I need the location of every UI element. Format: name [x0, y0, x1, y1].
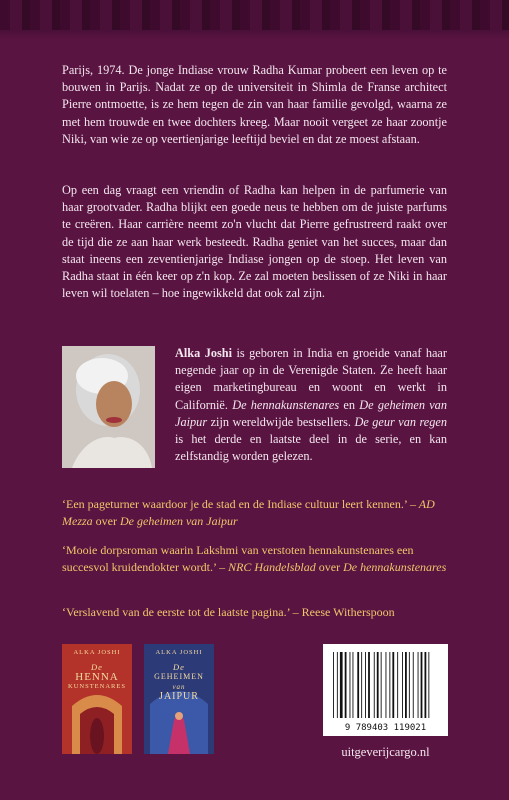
book-title-2: De geheimen van Jaipur [175, 397, 447, 429]
quote-text: ‘Verslavend van de eerste tot de laatste pagina.’ – Reese Witherspoon [62, 605, 395, 619]
synopsis-paragraph-2: Op een dag vraagt een vriendin of Radha kan helpen in de parfumerie van haar grootvader. Radha blijkt een goede neus te hebben om de juiste parfums te creëren. Haar carrière neemt zo'n vlucht dat Pierre gefrustreerd raakt over de tijd die ze aan haar werk besteedt. Radha geniet van het succes, maar dan staat ineens een zeventienjarige Indiase jongen op de stoep. Het leven van Radha staat in één keer op z'n kop. Ze zal moeten beslissen of ze Niki in haar leven wil toelaten – hoe ingewikkeld dat ook zal zijn. [62, 183, 447, 301]
quote-source: – NRC Handelsblad [219, 559, 316, 574]
book-cover-author: ALKA JOSHI [155, 649, 203, 656]
author-bio-and: en [339, 397, 360, 412]
quote-source: – AD Mezza [62, 497, 435, 528]
quote-book: De hennakunstenares [343, 559, 447, 574]
book-cover-title: De HENNA KUNSTENARES [68, 662, 126, 690]
author-bio [175, 345, 447, 465]
author-bio-part-2: zijn wereldwijde bestsellers. [207, 414, 355, 429]
book-title-3: De geur van regen [354, 414, 447, 429]
author-photo [62, 346, 155, 468]
author-name: Alka Joshi [175, 346, 233, 360]
quote-over: over [92, 513, 120, 528]
author-bio-part-3: is het derde en laatste deel in de serie, en kan zelfstandig worden gelezen. [175, 432, 447, 464]
decorative-top-band [0, 0, 509, 40]
review-quote-3 [62, 604, 452, 621]
book-cover-hennakunstenares [62, 644, 132, 754]
isbn-barcode [323, 644, 448, 736]
publisher-url: uitgeverijcargo.nl [341, 745, 430, 759]
review-quote-2 [62, 542, 452, 575]
book-title-1: De hennakunstenares [232, 397, 340, 412]
quote-text: ‘Mooie dorpsroman waarin Lakshmi van verstoten hennakunstenares een succesvol kruidendokter wordt.’ [62, 543, 414, 574]
author-bio-part-1: is geboren in India en groeide vanaf haar negende jaar op in de Verenigde Staten. Ze heeft haar eigen marketingbureau en woont en werkt in Californië. [175, 346, 447, 412]
quote-over: over [315, 559, 344, 574]
book-cover-author: ALKA JOSHI [73, 649, 121, 656]
book-cover-geheimen-van-jaipur [144, 644, 214, 754]
isbn-number: 9 789403 119021 [344, 723, 427, 733]
review-quote-1 [62, 496, 452, 529]
synopsis-paragraph-1: Parijs, 1974. De jonge Indiase vrouw Radha Kumar probeert een leven op te bouwen in Parijs. Nadat ze op de universiteit in Shimla de Franse architect Pierre ontmoette, is ze hem tegen de zin van haar familie gevolgd, waarna ze met hem trouwde en twee dochters kreeg. Maar nooit vergeet ze haar zoontje Niki, van wie ze op veertienjarige leeftijd beviel en dat ze moest afstaan. [62, 63, 447, 146]
book-cover-title: De GEHEIMEN van JAIPUR [154, 662, 204, 702]
quote-text: ‘Een pageturner waardoor je de stad en de Indiase cultuur leert kennen.’ [62, 497, 410, 511]
quote-book: De geheimen van Jaipur [120, 513, 238, 528]
